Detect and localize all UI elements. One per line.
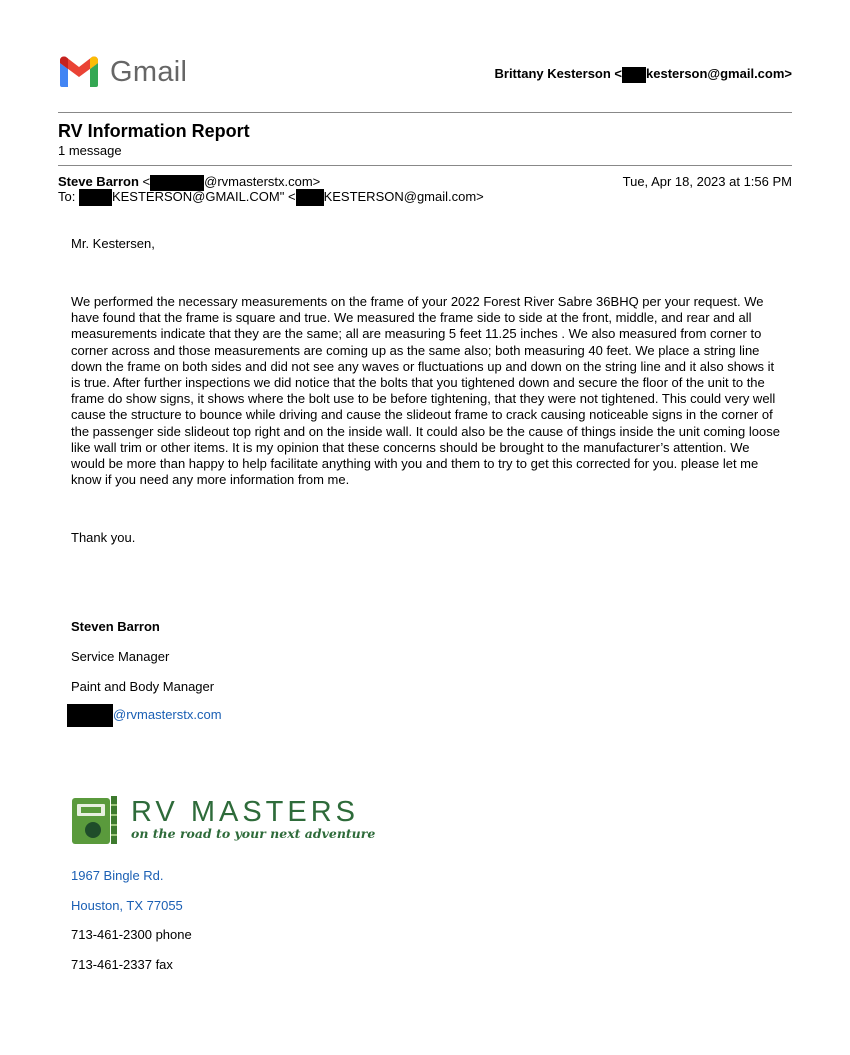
logo-title: RV MASTERS — [131, 796, 360, 828]
address-line-2[interactable]: Houston, TX 77055 — [71, 898, 183, 913]
rv-masters-logo — [71, 794, 376, 849]
signature-email[interactable] — [67, 704, 222, 727]
thread-subject: RV Information Report — [58, 121, 250, 141]
redaction-block — [79, 189, 112, 206]
account-identity — [495, 66, 793, 83]
account-name: Brittany Kesterson < — [494, 66, 623, 81]
greeting: Mr. Kestersen, — [71, 236, 155, 251]
sender-name: Steve Barron — [58, 174, 139, 189]
recipient-line — [58, 189, 484, 206]
sender-open: < — [138, 174, 151, 189]
divider — [58, 112, 792, 113]
gmail-m-icon — [57, 55, 101, 89]
message-date: Tue, Apr 18, 2023 at 1:56 PM — [622, 174, 792, 189]
phone-number: 713-461-2300 phone — [71, 927, 192, 942]
signature-name: Steven Barron — [71, 619, 160, 634]
signature-email-link[interactable]: @rvmasterstx.com — [113, 706, 222, 722]
sender-domain: @rvmasterstx.com> — [204, 174, 321, 189]
gmail-logo — [57, 55, 192, 91]
signature-title-2: Paint and Body Manager — [71, 679, 215, 694]
fax-number: 713-461-2337 fax — [71, 957, 173, 972]
address-line-1[interactable]: 1967 Bingle Rd. — [71, 868, 164, 883]
logo-tagline: on the road to your next adventure — [131, 826, 376, 841]
account-email: kesterson@gmail.com> — [646, 66, 792, 81]
body-paragraph: We performed the necessary measurements on the frame of your 2022 Forest River Sabre 36BHQ per your request. We have found that the frame is square and true. We measured the frame side to side at the front, middle, and rear and all measurements indicate that they are the same; all are measuring 5 feet 11.25 inches . We also measured from corner to corner across and those measurements are coming up as the same also; both measuring 40 feet. We place a string line down the frame on both sides and did not see any waves or fluctuations up and down on the string line and it also shows it is true. After further inspections we did notice that the bolts that you tightened down and secure the floor of the unit to the frame do show signs, it shows where the bolt use to be before tightening, that they were not tightened. This could very well cause the structure to bounce while driving and cause the slideout frame to crack causing noticeable signs in the corner of the passenger side slideout top right and on the inside wall. It could also be the cause of things inside the unit coming loose like wall trim or other items. It is my opinion that these concerns should be brought to the manufacturer’s attention. We would be more than happy to help facilitate anything with you and them to try to get this corrected for you. please let me know if you need any more information from me. — [71, 294, 780, 488]
redaction-block — [296, 189, 324, 206]
to-label: To: — [58, 189, 79, 204]
divider — [58, 165, 792, 166]
recipient-part1: KESTERSON@GMAIL.COM" < — [111, 189, 296, 204]
signature-title-1: Service Manager — [71, 649, 170, 664]
gmail-wordmark: Gmail — [110, 56, 188, 88]
rv-icon — [71, 794, 119, 846]
redaction-block — [622, 67, 646, 83]
closing: Thank you. — [71, 530, 136, 545]
recipient-part2: KESTERSON@gmail.com> — [323, 189, 484, 204]
redaction-block — [67, 704, 113, 727]
message-count: 1 message — [58, 143, 122, 158]
